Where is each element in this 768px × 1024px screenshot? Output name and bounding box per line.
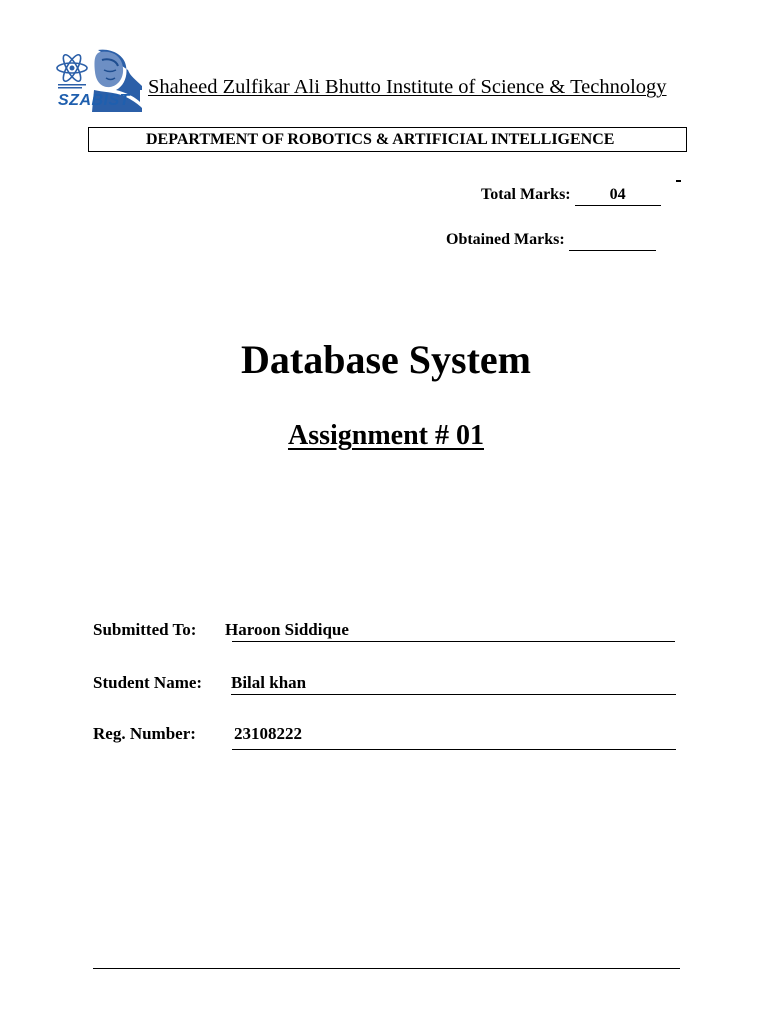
total-marks-row: [481, 186, 661, 204]
bottom-rule: [93, 968, 680, 969]
student-name-line: [231, 694, 676, 695]
student-name-label: Student Name:: [93, 673, 203, 692]
assignment-title: Assignment # 01: [287, 420, 484, 451]
obtained-marks-blank: [569, 231, 656, 249]
reg-number-label: Reg. Number:: [93, 724, 196, 743]
submitted-to-line: [232, 641, 675, 642]
department-box: [88, 127, 687, 152]
course-title: Database System: [241, 337, 531, 382]
obtained-marks-row: [446, 231, 656, 249]
submitted-to-label: Submitted To:: [93, 620, 197, 639]
tick-mark: [676, 180, 681, 182]
submitted-to-value: Haroon Siddique: [225, 620, 349, 639]
department-name: DEPARTMENT OF ROBOTICS & ARTIFICIAL INTELLIGENCE: [146, 131, 615, 148]
reg-number-value: 23108222: [234, 724, 302, 743]
student-name-value: Bilal khan: [231, 673, 307, 692]
obtained-marks-label: Obtained Marks:: [446, 231, 565, 248]
szabist-logo: [54, 46, 142, 112]
institute-name: Shaheed Zulfikar Ali Bhutto Institute of Science & Technology: [148, 76, 667, 98]
logo-wordmark: SZABIST: [58, 92, 130, 109]
total-marks-value: 04: [609, 186, 626, 203]
total-marks-blank: [575, 186, 661, 204]
total-marks-label: Total Marks:: [481, 186, 571, 203]
reg-number-line: [232, 749, 676, 750]
